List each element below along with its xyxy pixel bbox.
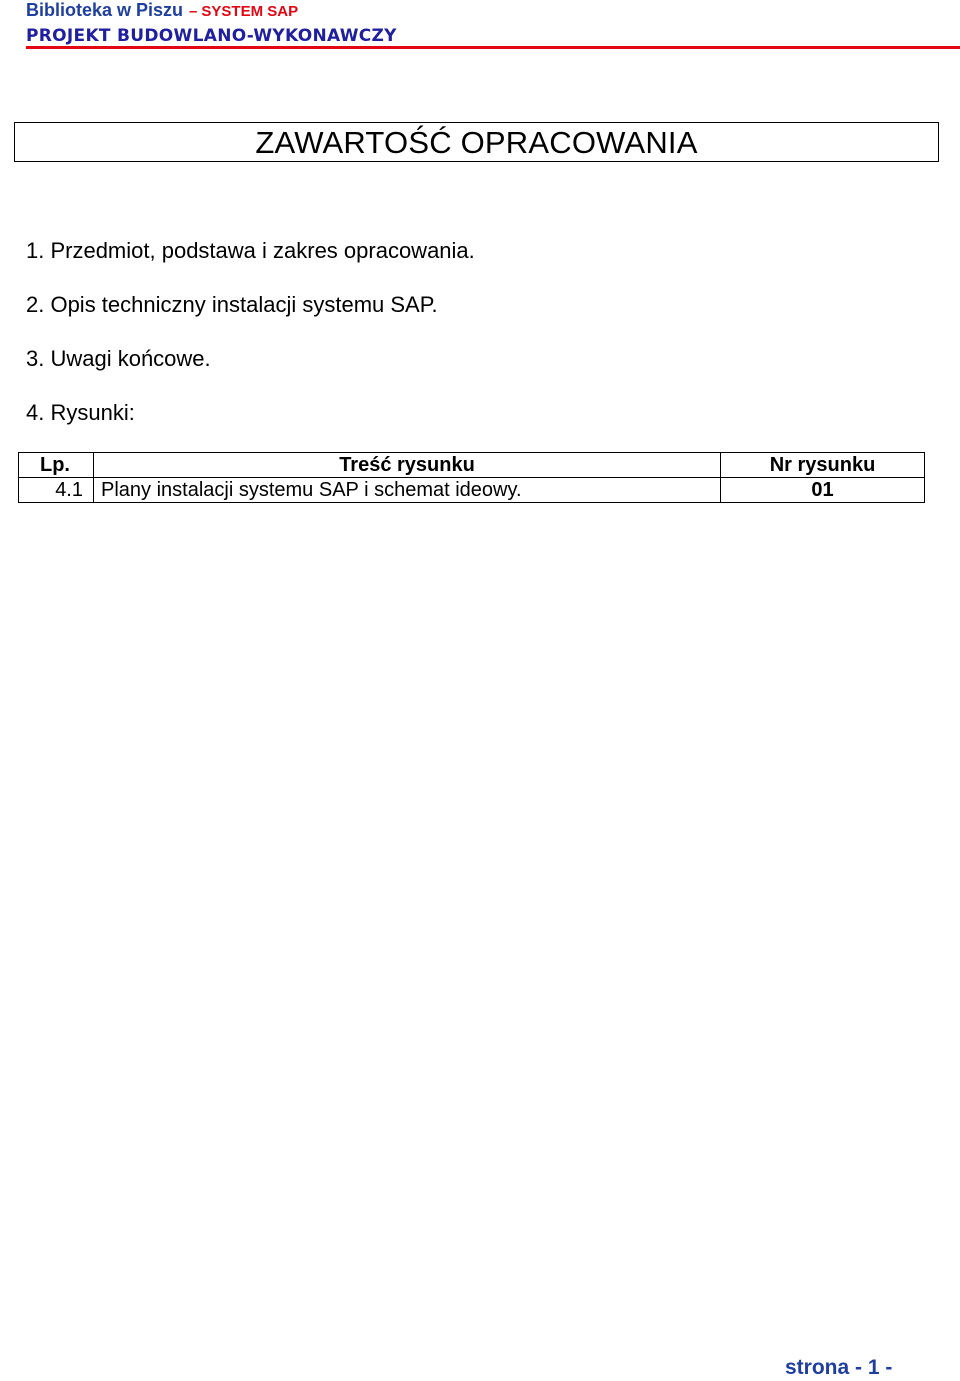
- table-header-row: [19, 453, 925, 478]
- drawings-table: [18, 452, 925, 503]
- cell-number: 01: [721, 478, 925, 503]
- header-library-name: Biblioteka w Piszu: [26, 0, 184, 20]
- toc-item: 4. Rysunki:: [26, 400, 135, 425]
- contents-title: ZAWARTOŚĆ OPRACOWANIA: [255, 125, 698, 160]
- column-header-lp: Lp.: [19, 453, 94, 478]
- cell-lp: 4.1: [19, 478, 94, 503]
- header-separator: –: [189, 3, 198, 20]
- page-number: strona - 1 -: [785, 1356, 893, 1379]
- table-row: [19, 478, 925, 503]
- toc-item: 2. Opis techniczny instalacji systemu SAP.: [26, 292, 438, 317]
- column-header-content: Treść rysunku: [94, 453, 721, 478]
- contents-title-box: [14, 122, 939, 162]
- header-system-name: SYSTEM SAP: [201, 3, 299, 20]
- cell-content: Plany instalacji systemu SAP i schemat ideowy.: [94, 478, 721, 503]
- toc-item: 1. Przedmiot, podstawa i zakres opracowania.: [26, 238, 475, 263]
- header-project-type: PROJEKT BUDOWLANO-WYKONAWCZY: [26, 26, 397, 46]
- column-header-number: Nr rysunku: [721, 453, 925, 478]
- header-line-1: [26, 0, 298, 22]
- toc-item: 3. Uwagi końcowe.: [26, 346, 211, 371]
- header-divider: [26, 46, 960, 49]
